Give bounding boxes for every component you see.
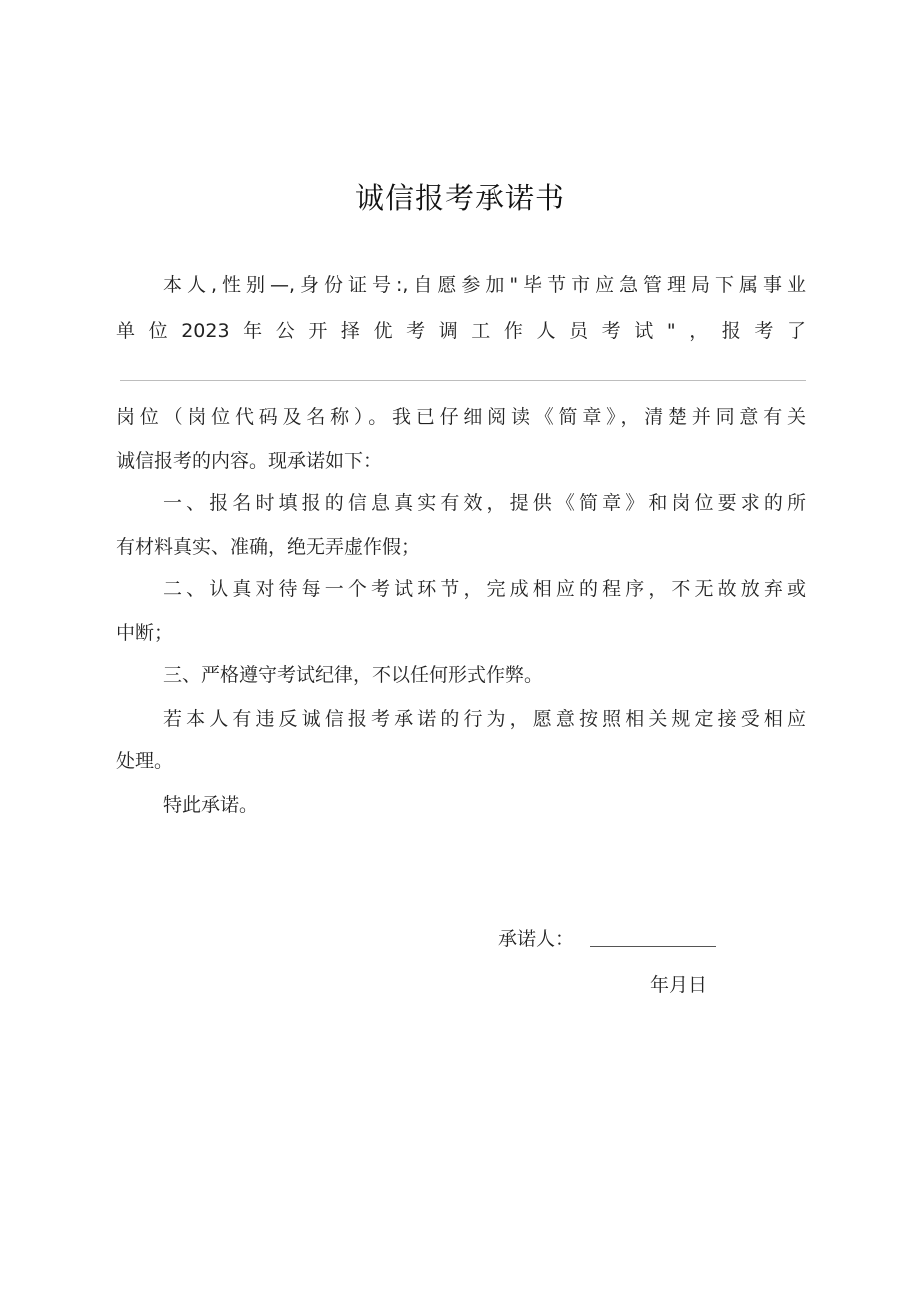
signature-label: 承诺人：: [498, 928, 575, 950]
pledge-item-2-line-2: 中断；: [116, 622, 174, 644]
paragraph-intro-line-4: 诚信报考的内容。现承诺如下：: [116, 450, 383, 472]
pledge-item-1-line-2: 有材料真实、准确，绝无弄虚作假；: [116, 536, 421, 558]
position-blank-line: [120, 380, 806, 381]
violation-clause-line-2: 处理。: [116, 750, 174, 772]
paragraph-intro-line-3: 岗位（岗位代码及名称）。我已仔细阅读《简章》，清楚并同意有关: [116, 406, 806, 428]
pledge-item-1-line-1: 一、报名时填报的信息真实有效，提供《简章》和岗位要求的所: [163, 492, 806, 514]
pledge-item-2-line-1: 二、认真对待每一个考试环节，完成相应的程序，不无故放弃或: [163, 578, 806, 600]
document-title: 诚信报考承诺书: [354, 181, 565, 215]
paragraph-intro-line-1: 本人,性别—,身份证号:,自愿参加"毕节市应急管理局下属事业: [163, 274, 806, 296]
closing-statement: 特此承诺。: [163, 794, 259, 816]
signature-blank-line: [590, 946, 716, 947]
paragraph-intro-line-2: 单位2023年公开择优考调工作人员考试"，报考了: [116, 320, 806, 342]
pledge-item-3-line-1: 三、严格遵守考试纪律，不以任何形式作弊。: [163, 664, 544, 686]
date-label: 年月日: [650, 974, 708, 996]
violation-clause-line-1: 若本人有违反诚信报考承诺的行为，愿意按照相关规定接受相应: [163, 708, 806, 730]
